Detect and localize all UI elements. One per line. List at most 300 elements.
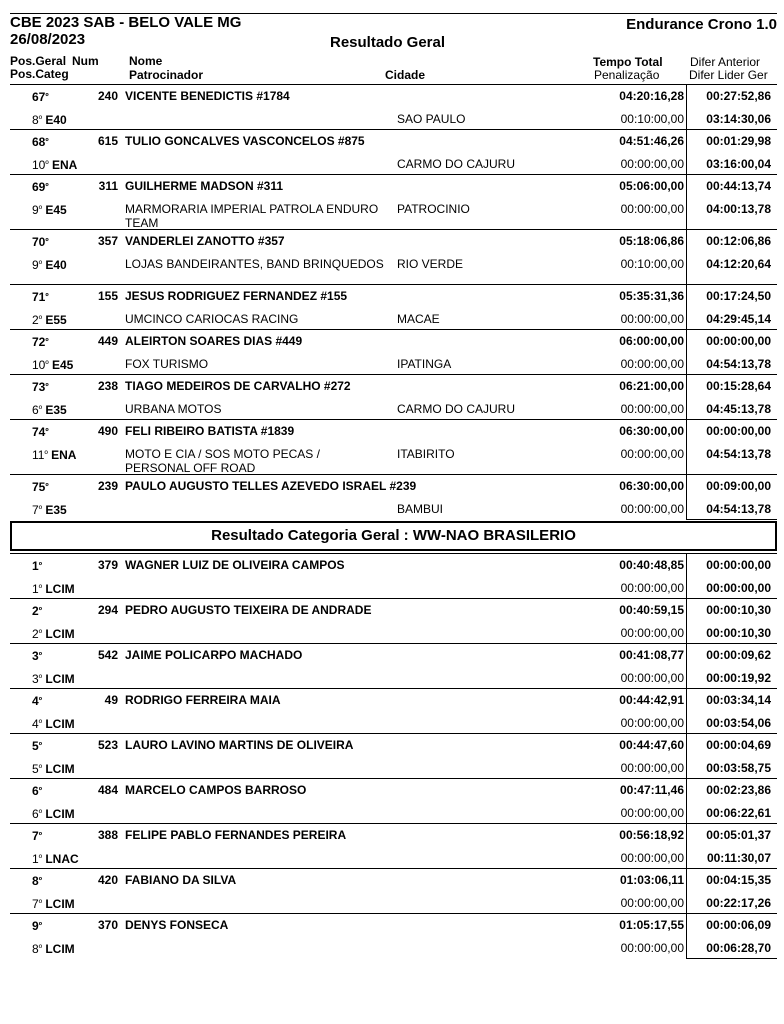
result-record [10,598,777,643]
column-divider [686,85,687,107]
result-line-main [10,230,777,252]
result-line-main [10,285,777,307]
category-code: LCIM [41,897,75,911]
rider-number: 311 [98,179,118,193]
result-line-main [10,599,777,621]
result-record [10,823,777,868]
rider-number: 490 [97,424,118,438]
col-num: Num [72,54,99,68]
category-position: $2^º$ LCIM [32,627,75,641]
result-record [10,643,777,688]
diff-previous: 00:00:06,09 [706,918,771,932]
diff-leader: 00:22:17,26 [706,896,771,910]
event-title: CBE 2023 SAB - BELO VALE MG [10,14,242,31]
diff-previous: 00:05:01,37 [706,828,771,842]
rider-number: 615 [97,134,118,148]
column-divider [686,330,687,352]
column-divider [686,107,687,129]
column-divider [686,197,687,229]
ordinal-mark: º [38,875,42,885]
rider-name: VANDERLEI ZANOTTO #357 [125,234,285,248]
rider-name: RODRIGO FERREIRA MAIA [125,693,281,707]
ordinal-mark: º [45,136,49,146]
city: CARMO DO CAJURU [397,402,516,416]
category-code: E40 [41,258,67,272]
col-cidade: Cidade [385,68,426,82]
diff-previous: 00:27:52,86 [706,89,771,103]
diff-leader: 04:12:20,64 [706,257,771,271]
column-divider [686,936,777,959]
diff-leader: 04:00:13,78 [706,202,771,216]
column-divider [686,756,777,779]
rider-number: 542 [97,648,118,662]
result-line-main [10,85,777,107]
result-line-detail [10,497,777,519]
result-line-detail [10,107,777,129]
penalty-time: 00:00:00,00 [620,806,684,820]
result-record [10,129,777,174]
ordinal-mark: º [38,114,42,124]
ordinal-mark: º [45,359,49,369]
rider-number: 240 [97,89,118,103]
rider-name: GUILHERME MADSON #311 [125,179,284,193]
rider-name: DENYS FONSECA [125,918,229,932]
total-time: 00:40:59,15 [619,603,684,617]
rider-number: 449 [97,334,118,348]
result-line-detail [10,397,777,419]
category-code: LCIM [41,807,75,821]
diff-leader: 00:00:00,00 [706,581,771,595]
ordinal-mark: º [38,560,42,570]
penalty-time: 00:00:00,00 [620,157,684,171]
column-divider [686,152,777,175]
overall-position: $68^º$ [32,135,49,149]
column-divider [686,497,687,519]
category-position: $11^º$ ENA [32,448,77,462]
rider-number: 370 [97,918,118,932]
rider-number: 379 [97,558,118,572]
result-record [10,913,777,958]
total-time: 04:20:16,28 [619,89,684,103]
category-position: $1^º$ LCIM [32,582,75,596]
overall-position: $2^º$ [32,604,42,618]
diff-previous: 00:00:04,69 [706,738,771,752]
result-line-detail [10,891,777,913]
ordinal-mark: º [45,236,49,246]
column-divider [686,891,687,913]
column-divider [686,666,687,688]
result-line-main [10,420,777,442]
rider-name: TULIO GONCALVES VASCONCELOS #875 [125,134,365,148]
ordinal-mark: º [38,650,42,660]
total-time: 00:41:08,77 [619,648,684,662]
result-line-detail [10,666,777,688]
rider-number: 238 [97,379,118,393]
result-record [10,174,777,229]
penalty-time: 00:00:00,00 [620,581,684,595]
ordinal-mark: º [38,628,42,638]
ordinal-mark: º [38,763,42,773]
column-divider [686,576,777,599]
result-record [10,374,777,419]
column-divider [686,644,687,666]
system-name: Endurance Crono 1.0 [626,16,777,33]
category-position: $4^º$ LCIM [32,717,75,731]
overall-position: $6^º$ [32,784,42,798]
total-time: 06:30:00,00 [619,479,684,493]
result-record [10,868,777,913]
ordinal-mark: º [38,740,42,750]
diff-leader: 04:45:13,78 [706,402,771,416]
sponsor: MARMORARIA IMPERIAL PATROLA ENDURO TEAM [125,202,379,230]
column-divider [686,175,687,197]
rider-name: FABIANO DA SILVA [125,873,237,887]
category-code: LCIM [41,717,75,731]
penalty-time: 00:00:00,00 [620,202,684,216]
category-position: $10^º$ ENA [32,158,78,172]
ordinal-mark: º [45,181,49,191]
ordinal-mark: º [38,943,42,953]
col-tempo-total: Tempo Total [593,55,663,69]
penalty-time: 00:00:00,00 [620,502,684,516]
ordinal-mark: º [45,291,49,301]
diff-leader: 00:06:22,61 [706,806,771,820]
column-divider [686,621,687,643]
category-position: $6^º$ E35 [32,403,67,417]
category-code: LCIM [41,582,75,596]
ordinal-mark: º [38,808,42,818]
column-divider [686,554,687,576]
col-difer-lider: Difer Lider Ger [689,69,768,82]
event-date: 26/08/2023 [10,31,86,48]
column-divider [686,801,687,823]
overall-position: $5^º$ [32,739,42,753]
total-time: 01:05:17,55 [619,918,684,932]
diff-previous: 00:00:00,00 [706,424,771,438]
total-time: 00:47:11,46 [619,783,684,797]
sponsor: UMCINCO CARIOCAS RACING [125,312,299,326]
category-position: $9^º$ E45 [32,203,67,217]
city: RIO VERDE [397,257,464,271]
report-header [10,14,777,84]
rider-name: VICENTE BENEDICTIS #1784 [125,89,290,103]
ordinal-mark: º [38,314,42,324]
column-divider [686,576,687,598]
rider-name: TIAGO MEDEIROS DE CARVALHO #272 [125,379,351,393]
overall-position: $1^º$ [32,559,42,573]
column-divider [686,779,687,801]
ordinal-mark: º [45,159,49,169]
diff-previous: 00:03:34,14 [706,693,771,707]
result-record [10,553,777,598]
category-position: $10^º$ E45 [32,358,74,372]
column-divider [686,914,687,936]
category-code: LCIM [41,942,75,956]
rider-number: 357 [97,234,118,248]
penalty-time: 00:00:00,00 [620,626,684,640]
category-position: $8^º$ LCIM [32,942,75,956]
category-code: E35 [41,503,67,517]
ordinal-mark: º [45,426,49,436]
column-divider [686,756,687,778]
sponsor: LOJAS BANDEIRANTES, BAND BRINQUEDOS [125,257,384,271]
overall-position: $4^º$ [32,694,42,708]
diff-leader: 00:00:10,30 [706,626,771,640]
col-nome: Nome [129,54,163,68]
category-position: $8^º$ E40 [32,113,67,127]
column-divider [686,621,777,644]
category-position: $1^º$ LNAC [32,852,79,866]
overall-position: $70^º$ [32,235,49,249]
result-line-detail [10,252,777,284]
city: IPATINGA [397,357,452,371]
sponsor: URBANA MOTOS [125,402,222,416]
penalty-time: 00:00:00,00 [620,941,684,955]
rider-number: 49 [104,693,118,707]
sponsor: FOX TURISMO [125,357,209,371]
column-divider [686,285,687,307]
rider-name: JESUS RODRIGUEZ FERNANDEZ #155 [125,289,348,303]
penalty-time: 00:10:00,00 [620,257,684,271]
overall-position: $69^º$ [32,180,49,194]
overall-position: $71^º$ [32,290,49,304]
city: ITABIRITO [397,447,455,461]
diff-leader: 04:54:13,78 [706,447,771,461]
rider-number: 484 [97,783,118,797]
column-divider [686,846,687,868]
penalty-time: 00:00:00,00 [620,851,684,865]
category-position: $7^º$ E35 [32,503,67,517]
category-position: $9^º$ E40 [32,258,67,272]
overall-position: $7^º$ [32,829,42,843]
column-divider [686,397,777,420]
column-divider [686,230,687,252]
result-line-main [10,475,777,497]
diff-previous: 00:00:09,62 [706,648,771,662]
diff-previous: 00:04:15,35 [706,873,771,887]
overall-position: $73^º$ [32,380,49,394]
diff-leader: 00:03:54,06 [706,716,771,730]
ordinal-mark: º [38,853,42,863]
diff-leader: 00:06:28,70 [706,941,771,955]
result-line-detail [10,152,777,174]
diff-previous: 00:00:00,00 [706,558,771,572]
result-line-main [10,330,777,352]
ordinal-mark: º [38,259,42,269]
diff-previous: 00:02:23,86 [706,783,771,797]
penalty-time: 00:00:00,00 [620,671,684,685]
column-divider [686,442,687,474]
ordinal-mark: º [38,673,42,683]
column-divider [686,734,687,756]
category-position: $2^º$ E55 [32,313,67,327]
result-record [10,284,777,329]
rider-number: 523 [97,738,118,752]
result-line-detail [10,197,777,229]
overall-position: $3^º$ [32,649,42,663]
column-divider [686,869,687,891]
column-divider [686,197,777,230]
result-record [10,778,777,823]
ordinal-mark: º [38,605,42,615]
column-divider [686,107,777,130]
result-line-detail [10,846,777,868]
category-position: $6^º$ LCIM [32,807,75,821]
total-time: 05:35:31,36 [619,289,684,303]
results-page [10,13,777,1016]
city: MACAE [397,312,440,326]
result-line-main [10,375,777,397]
result-record [10,733,777,778]
category-code: LNAC [41,852,79,866]
result-line-main [10,869,777,891]
category-code: E35 [41,403,67,417]
category-code: ENA [48,158,78,172]
column-divider [686,252,687,284]
column-divider [686,801,777,824]
result-line-detail [10,936,777,958]
category-position: $3^º$ LCIM [32,672,75,686]
column-divider [686,666,777,689]
category-code: LCIM [41,762,75,776]
penalty-time: 00:00:00,00 [620,402,684,416]
category-code: E55 [41,313,67,327]
column-divider [686,442,777,475]
rider-number: 294 [97,603,118,617]
diff-leader: 00:03:58,75 [706,761,771,775]
total-time: 06:21:00,00 [619,379,684,393]
ordinal-mark: º [38,898,42,908]
column-divider [686,152,687,174]
rider-number: 388 [97,828,118,842]
result-record [10,229,777,284]
results-list-overall [10,84,777,519]
result-line-detail [10,756,777,778]
column-divider [686,689,687,711]
city: SAO PAULO [397,112,466,126]
result-line-main [10,914,777,936]
column-divider [686,420,687,442]
category-code: LCIM [41,627,75,641]
col-pos-geral: Pos.Geral [10,54,67,68]
column-divider [686,497,777,520]
total-time: 00:44:47,60 [619,738,684,752]
column-divider [686,307,687,329]
category-position: $5^º$ LCIM [32,762,75,776]
result-line-detail [10,711,777,733]
ordinal-mark: º [38,504,42,514]
rider-number: 420 [97,873,118,887]
diff-leader: 00:11:30,07 [706,851,771,865]
category-section-title: Resultado Categoria Geral : WW-NAO BRASILERIO [10,521,777,551]
total-time: 05:18:06,86 [619,234,684,248]
sponsor: MOTO E CIA / SOS MOTO PECAS / PERSONAL OFF ROAD [125,447,320,475]
column-divider [686,936,687,958]
total-time: 00:44:42,91 [619,693,684,707]
ordinal-mark: º [38,695,42,705]
penalty-time: 00:00:00,00 [620,761,684,775]
penalty-time: 00:10:00,00 [620,112,684,126]
result-line-main [10,554,777,576]
ordinal-mark: º [44,449,48,459]
column-divider [686,352,687,374]
result-record [10,84,777,129]
total-time: 04:51:46,26 [619,134,684,148]
rider-name: PEDRO AUGUSTO TEIXEIRA DE ANDRADE [125,603,372,617]
result-record [10,419,777,474]
col-difer-anterior: Difer Anterior [690,55,761,69]
result-line-main [10,689,777,711]
total-time: 05:06:00,00 [619,179,684,193]
report-title: Resultado Geral [330,34,446,51]
column-divider [686,846,777,869]
rider-name: JAIME POLICARPO MACHADO [125,648,303,662]
result-line-main [10,175,777,197]
category-position: $7^º$ LCIM [32,897,75,911]
rider-name: FELI RIBEIRO BATISTA #1839 [125,424,295,438]
city: PATROCINIO [397,202,470,216]
result-line-main [10,644,777,666]
results-list-category [10,553,777,958]
ordinal-mark: º [38,785,42,795]
total-time: 01:03:06,11 [619,873,684,887]
rider-name: WAGNER LUIZ DE OLIVEIRA CAMPOS [125,558,345,572]
diff-leader: 03:16:00,04 [706,157,771,171]
result-line-main [10,824,777,846]
rider-name: LAURO LAVINO MARTINS DE OLIVEIRA [125,738,354,752]
overall-position: $8^º$ [32,874,42,888]
column-divider [686,891,777,914]
diff-previous: 00:17:24,50 [706,289,771,303]
rider-name: MARCELO CAMPOS BARROSO [125,783,307,797]
result-line-detail [10,352,777,374]
diff-previous: 00:44:13,74 [706,179,771,193]
column-divider [686,130,687,152]
result-line-main [10,130,777,152]
column-divider [686,824,687,846]
total-time: 00:40:48,85 [619,558,684,572]
category-code: ENA [47,448,77,462]
rider-number: 155 [97,289,118,303]
ordinal-mark: º [38,404,42,414]
diff-previous: 00:00:00,00 [706,334,771,348]
rider-name: ALEIRTON SOARES DIAS #449 [125,334,303,348]
overall-position: $75^º$ [32,480,49,494]
diff-previous: 00:09:00,00 [706,479,771,493]
col-patrocinador: Patrocinador [129,68,204,82]
ordinal-mark: º [45,91,49,101]
result-line-detail [10,307,777,329]
city: CARMO DO CAJURU [397,157,516,171]
column-divider [686,397,687,419]
overall-position: $67^º$ [32,90,49,104]
ordinal-mark: º [38,830,42,840]
ordinal-mark: º [45,481,49,491]
rider-name: FELIPE PABLO FERNANDES PEREIRA [125,828,347,842]
category-code: E40 [41,113,67,127]
diff-leader: 03:14:30,06 [706,112,771,126]
column-divider [686,352,777,375]
diff-leader: 04:54:13,78 [706,357,771,371]
column-divider [686,252,777,285]
result-line-main [10,779,777,801]
column-divider [686,375,687,397]
penalty-time: 00:00:00,00 [620,896,684,910]
penalty-time: 00:00:00,00 [620,447,684,461]
diff-previous: 00:15:28,64 [706,379,771,393]
result-line-detail [10,801,777,823]
penalty-time: 00:00:00,00 [620,312,684,326]
